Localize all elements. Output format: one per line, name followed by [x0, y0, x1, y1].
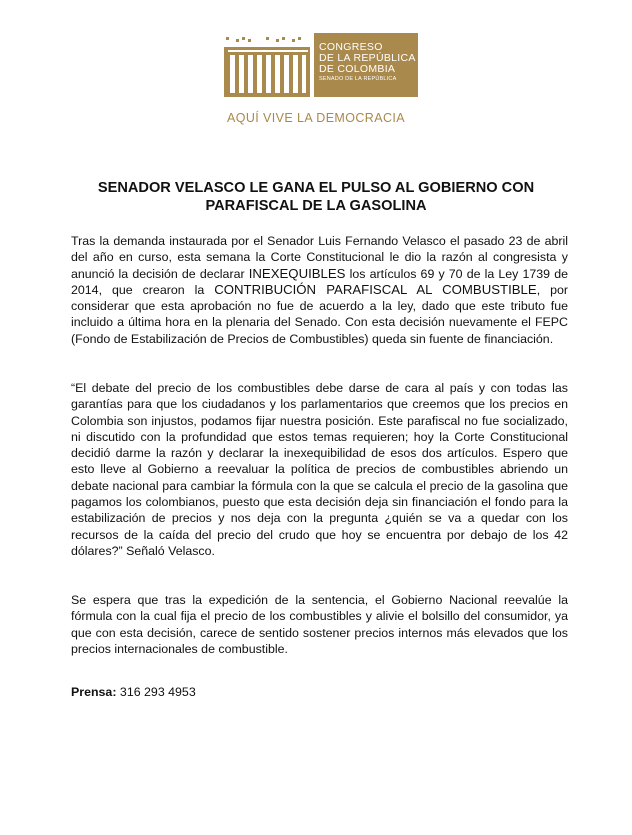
paragraph-3: Se espera que tras la expedición de la sentencia, el Gobierno Nacional reevalúe la fórmula con la cual fija el precio de los combustibles y alivie el bolsillo del consumidor, ya que con esta decisión, carece de sentido sostener precios internos más elevados que los precios internacionales de combustible. — [71, 593, 568, 656]
logo-line-2: DE LA REPÚBLICA — [319, 52, 416, 65]
paragraph-1 — [71, 233, 568, 347]
article-title — [60, 179, 572, 215]
paragraph-1-part-e: , por considerar que esta aprobación no fue de acuerdo a la ley, dado que este tributo fue incluido a última hora en la plenaria del Senado. Con esta decisión nuevamente el FEPC (Fondo de Estabilización de Precios de Combustibles) queda sin fuente de financiación. — [71, 282, 569, 346]
paragraph-2-quote: “El debate del precio de los combustibles debe darse de cara al país y con todas las garantías para que los ciudadanos y los parlamentarios que creemos que los precios en Colombia son injustos, podamos fijar nuestra posición. Este parafiscal no fue socializado, ni discutido con la profundidad que estos temas requieren; hoy la Corte Constitucional decidió darme la razón y declarar la inexequibilidad de esos dos artículos. Espero que esto lleve al Gobierno a reevaluar la política de precios de combustibles abriendo un debate nacional para cambiar la fórmula con la que se calcula el precio de la gasolina que pagamos los colombianos, puesto que esta decisión deja sin financiación el fondo para la estabilización de precios y nos deja con la pregunta ¿quién se va a quedar con los recursos de la caída del precio del crudo que hoy se encuentra por debajo de los 42 dólares?” Señaló Velasco. — [71, 381, 568, 558]
article-title-line-2: PARAFISCAL DE LA GASOLINA — [205, 198, 427, 214]
inexequibles-emphasis: INEXEQUIBLES — [248, 265, 346, 281]
logo-line-3: DE COLOMBIA — [319, 63, 396, 76]
press-label: Prensa: — [71, 685, 117, 699]
paragraph-1-part-a: Tras la demanda instaurada por el Senador Luis Fernando Velasco el pasado 23 de abril del año en curso, esta semana la Corte Constitucional le dio la razón al congresista y anunció la decisión de declarar — [71, 234, 568, 281]
paragraph-1-part-c: los artículos 69 y 70 de la Ley 1739 de 2014, que crearon la — [71, 266, 568, 297]
logo-wordmark — [319, 42, 416, 83]
article-title-line-1: SENADOR VELASCO LE GANA EL PULSO AL GOBIERNO CON — [97, 180, 535, 196]
congress-logo — [222, 33, 418, 97]
contribucion-emphasis: CONTRIBUCIÓN PARAFISCAL AL COMBUSTIBLE — [214, 281, 537, 297]
tagline: AQUÍ VIVE LA DEMOCRACIA — [227, 111, 405, 125]
press-contact — [71, 685, 196, 699]
press-phone: 316 293 4953 — [119, 685, 196, 699]
logo-line-4: SENADO DE LA REPÚBLICA — [319, 76, 397, 83]
logo-line-1: CONGRESO — [319, 41, 383, 53]
